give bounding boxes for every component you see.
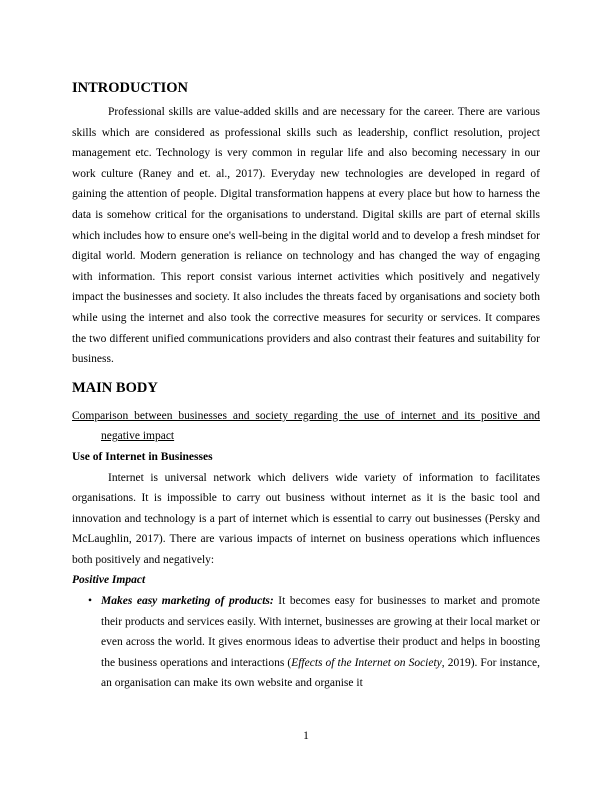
positive-impact-list xyxy=(72,591,540,694)
bullet-icon: • xyxy=(88,595,93,608)
list-item xyxy=(88,591,540,694)
introduction-paragraph: Professional skills are value-added skills and are necessary for the career. There are various skills which are considered as professional skills such as leadership, conflict resolution, project management etc. Technology is very common in regular life and also becoming necessary in our work culture (Raney and et. al., 2017). Everyday new technologies are developed in regard of gaining the attention of people. Digital transformation happens at every place but how to harness the data is somehow critical for the organisations to understand. Digital skills are part of eternal skills which includes how to ensure one's well-being in the digital world and to develop a fresh mindset for digital world. Modern generation is reliance on technology and has changed the way of engaging with information. This report consist various internet activities which positively and negatively impact the businesses and society. It also includes the threats faced by organisations and society both while using the internet and also took the corrective measures for security or services. It compares the two different unified communications providers and also contrast their features and suitability for business. xyxy=(72,106,540,366)
comparison-subheading: Comparison between businesses and society regarding the use of internet and its positive and negative impact xyxy=(72,409,540,443)
bullet-lead: Makes easy marketing of products: xyxy=(101,595,274,608)
main-body-heading: MAIN BODY xyxy=(72,379,158,396)
introduction-heading: INTRODUCTION xyxy=(72,80,189,96)
positive-impact-title: Positive Impact xyxy=(72,574,146,587)
page-content xyxy=(72,78,540,694)
internet-business-paragraph: Internet is universal network which delivers wide variety of information to facilitates organisations. It is impossible to carry out business without internet as it is the basic tool and innovation and technology is a part of internet which is essential to carry out businesses (Persky and McLaughlin, 2017). There are various impacts of internet on business operations which influences both positively and negatively: xyxy=(72,471,540,566)
bullet-text-before: It becomes easy for businesses to market and promote their products and services easily. With internet, businesses are growing at their local market or even across the world. It gives enormous ideas to advertise their product and helps in boosting the business operations and interactions ( xyxy=(101,595,540,669)
bullet-citation-title: Effects of the Internet on Society xyxy=(291,656,442,669)
bullet-text-after: , 2019). For instance, an organisation can make its own website and organise it xyxy=(101,656,540,690)
page-number: 1 xyxy=(303,730,309,742)
section-title: Use of Internet in Businesses xyxy=(72,450,213,463)
